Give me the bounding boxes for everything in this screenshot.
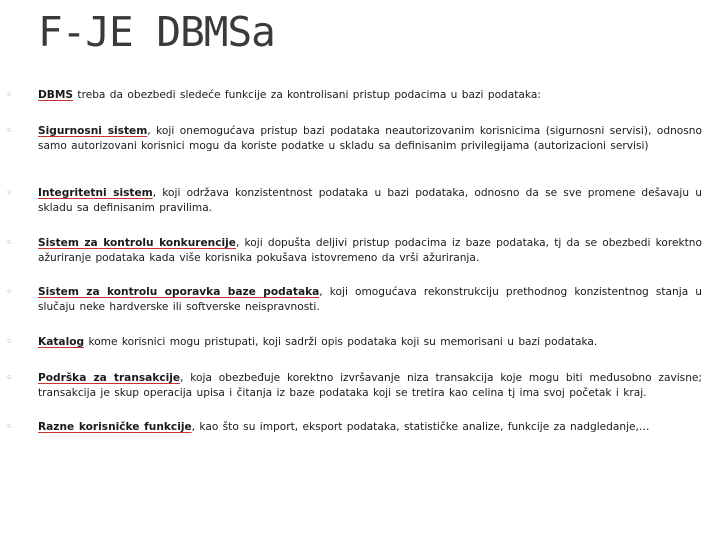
item-text bbox=[38, 124, 702, 153]
item-description: kome korisnici mogu pristupati, koji sadrži opis podataka koji su memorisani u bazi podataka. bbox=[84, 336, 598, 348]
item-description: , koji omogućava rekonstrukciju prethodnog konzistentnog stanja u slučaju neke hardverske ili softverske neispravnosti. bbox=[38, 286, 703, 313]
item-term: Podrška za transakcije bbox=[38, 372, 181, 384]
item-term: Sistem za kontrolu oporavka baze podataka bbox=[38, 286, 320, 298]
item-text bbox=[38, 88, 702, 103]
item-text bbox=[38, 420, 702, 435]
item-description: , koji onemogućava pristup bazi podataka neautorizovanim korisnicima (sigurnosni servisi), odnosno samo autorizovani korisnici mogu da koriste podatke u skladu sa definisanim privilegijama (autorizacioni servisi) bbox=[38, 125, 702, 152]
item-description: , kao što su import, eksport podataka, statističke analize, funkcije za nadgledanje,… bbox=[191, 421, 650, 433]
item-text bbox=[38, 186, 702, 215]
item-description: treba da obezbedi sledeće funkcije za kontrolisani pristup podacima u bazi podataka: bbox=[73, 89, 541, 101]
slide-title: F-JE DBMSa bbox=[38, 8, 275, 56]
item-description: , koja obezbeđuje korektno izvršavanje niza transakcija koje mogu biti međusobno zavisne; transakcija je skup operacija upisa i čitanja iz baze podataka koji se tretira kao celina tj ima svoj početak i kraj. bbox=[38, 372, 702, 399]
item-text bbox=[38, 236, 702, 265]
item-text bbox=[38, 335, 702, 350]
bullet-icon: ◦ bbox=[6, 186, 13, 199]
item-term: Integritetni sistem bbox=[38, 187, 153, 199]
item-text bbox=[38, 285, 702, 314]
bullet-icon: ◦ bbox=[6, 420, 13, 433]
bullet-icon: ◦ bbox=[6, 88, 13, 101]
bullet-icon: ◦ bbox=[6, 335, 13, 348]
item-description: , koji održava konzistentnost podataka u bazi podataka, odnosno da se sve promene dešavaju u skladu sa definisanim pravilima. bbox=[38, 187, 702, 214]
item-description: , koji dopušta deljivi pristup podacima iz baze podataka, tj da se obezbedi korektno ažuriranje podataka kada više korisnika pokušava istovremeno da vrši ažuriranja. bbox=[38, 237, 702, 264]
item-term: Sistem za kontrolu konkurencije bbox=[38, 237, 236, 249]
bullet-icon: ◦ bbox=[6, 236, 13, 249]
item-term: Katalog bbox=[38, 336, 85, 348]
item-term: DBMS bbox=[38, 89, 74, 101]
item-text bbox=[38, 371, 702, 400]
item-term: Sigurnosni sistem bbox=[38, 125, 148, 137]
bullet-icon: ◦ bbox=[6, 124, 13, 137]
bullet-icon: ◦ bbox=[6, 371, 13, 384]
bullet-icon: ◦ bbox=[6, 285, 13, 298]
item-term: Razne korisničke funkcije bbox=[38, 421, 192, 433]
